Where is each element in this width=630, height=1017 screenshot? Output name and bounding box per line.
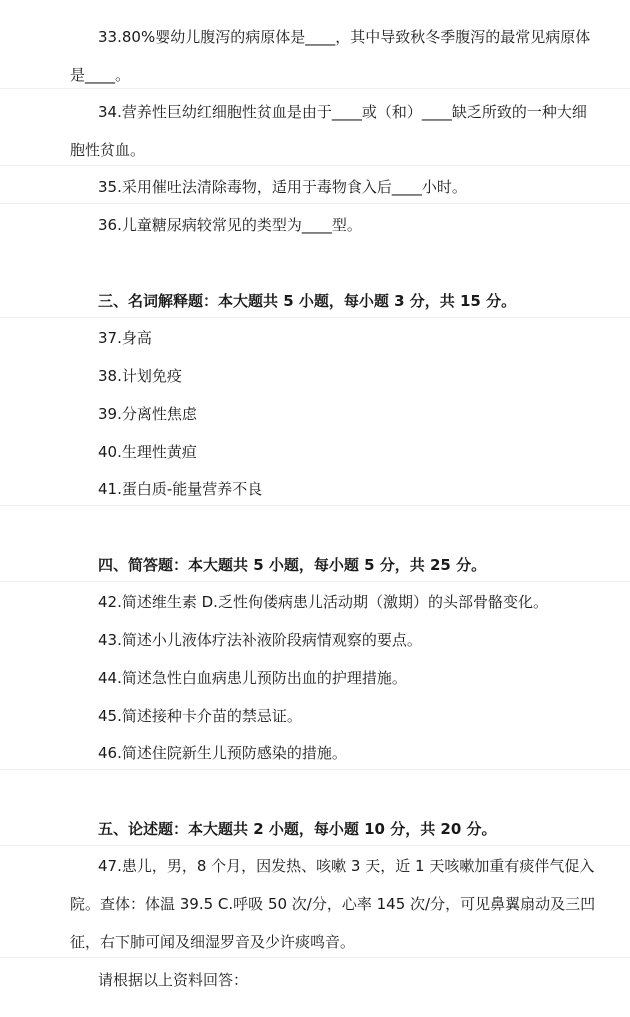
term-item: 41.蛋白质-能量营养不良 [98, 480, 263, 498]
divider [0, 957, 630, 958]
section-3-heading: 三、名词解释题：本大题共 5 小题，每小题 3 分，共 15 分。 [98, 292, 517, 310]
divider [0, 203, 630, 204]
term-item: 39.分离性焦虑 [98, 405, 197, 423]
short-answer-item: 45.简述接种卡介苗的禁忌证。 [98, 707, 302, 725]
question-34-line2: 胞性贫血。 [70, 141, 146, 159]
divider [0, 845, 630, 846]
divider [0, 581, 630, 582]
question-47-line3: 征，右下肺可闻及细湿罗音及少许痰鸣音。 [70, 933, 356, 951]
divider [0, 88, 630, 89]
section-5-heading: 五、论述题：本大题共 2 小题，每小题 10 分，共 20 分。 [98, 820, 497, 838]
short-answer-item: 42.简述维生素 D.乏性佝偻病患儿活动期（激期）的头部骨骼变化。 [98, 593, 548, 611]
question-34-line1: 34.营养性巨幼红细胞性贫血是由于____或（和）____缺乏所致的一种大细 [98, 103, 587, 121]
short-answer-item: 43.简述小儿液体疗法补液阶段病情观察的要点。 [98, 631, 422, 649]
question-33-line1: 33.80%婴幼儿腹泻的病原体是____，其中导致秋冬季腹泻的最常见病原体 [98, 28, 591, 46]
divider [0, 505, 630, 506]
question-47-line2: 院。查体：体温 39.5 C.呼吸 50 次/分，心率 145 次/分，可见鼻翼扇动及三凹 [70, 895, 596, 913]
divider [0, 317, 630, 318]
question-47-line1: 47.患儿，男，8 个月，因发热、咳嗽 3 天，近 1 天咳嗽加重有痰伴气促入 [98, 857, 595, 875]
divider [0, 165, 630, 166]
question-33-line2: 是____。 [70, 66, 131, 84]
section-4-heading: 四、简答题：本大题共 5 小题，每小题 5 分，共 25 分。 [98, 556, 487, 574]
term-item: 37.身高 [98, 329, 152, 347]
short-answer-item: 44.简述急性白血病患儿预防出血的护理措施。 [98, 669, 407, 687]
question-47-prompt: 请根据以上资料回答： [98, 971, 249, 989]
question-35: 35.采用催吐法清除毒物，适用于毒物食入后____小时。 [98, 178, 467, 196]
short-answer-item: 46.简述住院新生儿预防感染的措施。 [98, 744, 347, 762]
divider [0, 769, 630, 770]
question-36: 36.儿童糖尿病较常见的类型为____型。 [98, 216, 362, 234]
term-item: 38.计划免疫 [98, 367, 182, 385]
term-item: 40.生理性黄疸 [98, 443, 197, 461]
